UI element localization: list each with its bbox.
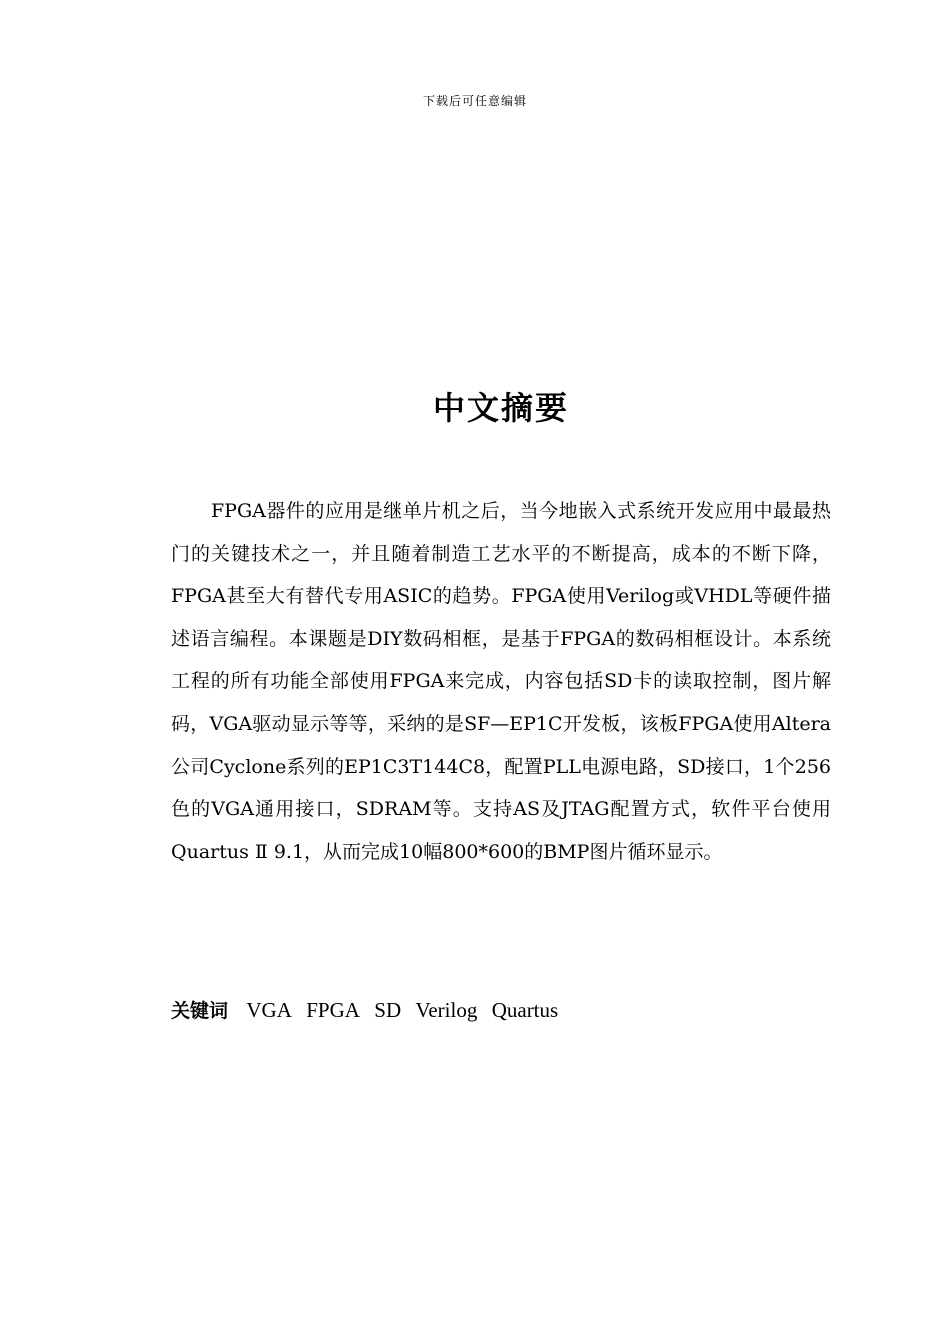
keyword-item: FPGA [306, 998, 360, 1022]
keyword-item: VGA [246, 998, 292, 1022]
abstract-title: 中文摘要 [432, 389, 569, 427]
keyword-item: Verilog [415, 998, 478, 1022]
keywords-line [171, 995, 831, 1026]
keyword-item: SD [374, 998, 402, 1022]
keywords-label: 关键词 [171, 1000, 229, 1022]
keyword-item: Quartus [491, 998, 559, 1022]
page-header: 下载后可任意编辑 [422, 94, 527, 108]
abstract-body: FPGA器件的应用是继单片机之后，当今地嵌入式系统开发应用中最最热门的关键技术之一，并且随着制造工艺水平的不断提高，成本的不断下降，FPGA甚至大有替代专用ASIC的趋势。FPGA使用Verilog或VHDL等硬件描述语言编程。本课题是DIY数码相框，是基于FPGA的数码相框设计。本系统工程的所有功能全部使用FPGA来完成，内容包括SD卡的读取控制，图片解码，VGA驱动显示等等，采纳的是SF—EP1C开发板，该板FPGA使用Altera公司Cyclone系列的EP1C3T144C8，配置PLL电源电路，SD接口，1个256色的VGA通用接口，SDRAM等。支持AS及JTAG配置方式，软件平台使用Quartus Ⅱ 9.1，从而完成10幅800*600的BMP图片循环显示。 [171, 500, 831, 863]
